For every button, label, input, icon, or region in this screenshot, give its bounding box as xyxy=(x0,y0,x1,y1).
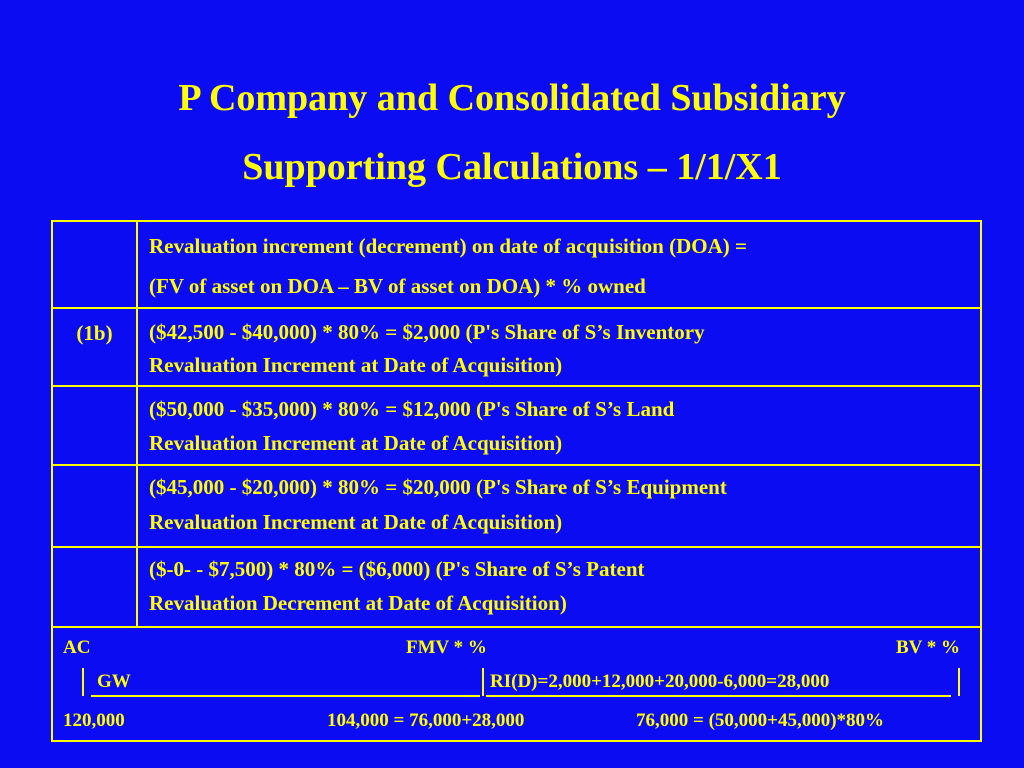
table-row xyxy=(53,309,980,387)
row-content xyxy=(138,548,980,626)
fmv-value: 104,000 = 76,000+28,000 xyxy=(327,710,525,731)
row-line-2: Revaluation Increment at Date of Acquisition) xyxy=(149,510,563,534)
row-line-2: Revaluation Decrement at Date of Acquisition) xyxy=(149,591,567,615)
bv-label: BV * % xyxy=(895,637,960,658)
row-content xyxy=(138,309,980,385)
allocation-footer xyxy=(53,628,980,742)
row-line-1: ($45,000 - $20,000) * 80% = $20,000 (P's Share of S’s Equipment xyxy=(149,475,727,499)
row-label xyxy=(53,387,138,464)
rid-underline xyxy=(486,695,951,697)
calculations-table xyxy=(51,220,982,742)
header-line-2: (FV of asset on DOA – BV of asset on DOA) * % owned xyxy=(149,274,646,298)
row-content xyxy=(138,466,980,546)
divider-bar xyxy=(958,668,960,696)
ac-value: 120,000 xyxy=(63,710,125,731)
divider-bar xyxy=(82,668,84,696)
slide-subtitle: Supporting Calculations – 1/1/X1 xyxy=(242,146,782,188)
row-line-2: Revaluation Increment at Date of Acquisition) xyxy=(149,353,563,377)
gw-label: GW xyxy=(97,671,131,692)
row-label xyxy=(53,466,138,546)
row-label xyxy=(53,222,138,307)
table-row xyxy=(53,466,980,548)
ac-label: AC xyxy=(63,637,91,658)
fmv-label: FMV * % xyxy=(406,637,487,658)
slide-title: P Company and Consolidated Subsidiary xyxy=(178,77,846,119)
row-label xyxy=(53,548,138,626)
header-line-1: Revaluation increment (decrement) on date of acquisition (DOA) = xyxy=(149,234,747,258)
table-row xyxy=(53,548,980,628)
row-label xyxy=(53,309,138,385)
row-line-1: ($42,500 - $40,000) * 80% = $2,000 (P's Share of S’s Inventory xyxy=(149,320,705,344)
row-line-1: ($-0- - $7,500) * 80% = ($6,000) (P's Share of S’s Patent xyxy=(149,557,645,581)
gw-underline xyxy=(91,695,480,697)
table-row xyxy=(53,387,980,466)
row-line-1: ($50,000 - $35,000) * 80% = $12,000 (P's Share of S’s Land xyxy=(149,397,675,421)
divider-bar xyxy=(482,668,484,696)
row-content xyxy=(138,387,980,464)
table-header-row xyxy=(53,222,980,309)
row-content xyxy=(138,222,980,307)
row-line-2: Revaluation Increment at Date of Acquisition) xyxy=(149,431,563,455)
rid-label: RI(D)=2,000+12,000+20,000-6,000=28,000 xyxy=(490,671,830,692)
row-label-text: (1b) xyxy=(76,321,113,345)
bv-value: 76,000 = (50,000+45,000)*80% xyxy=(636,710,885,731)
